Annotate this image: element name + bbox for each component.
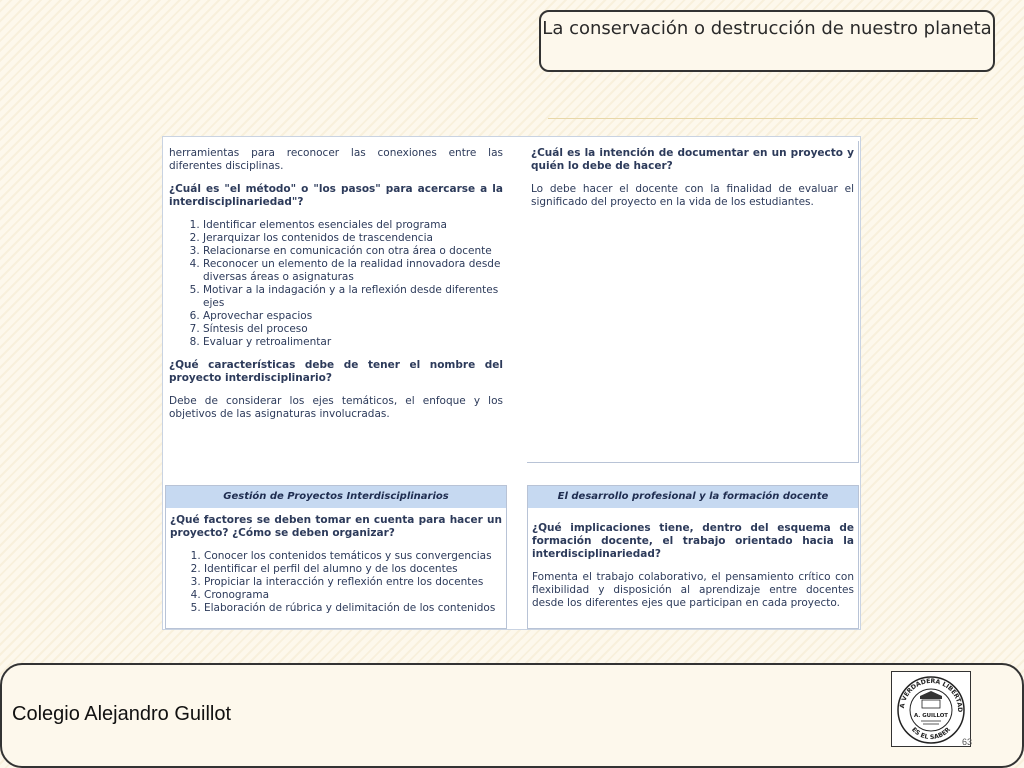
list-item: 2. Identificar el perfil del alumno y de los docentes: [204, 563, 502, 576]
question-factors: ¿Qué factores se deben tomar en cuenta para hacer un proyecto? ¿Cómo se deben organizar?: [170, 514, 502, 539]
list-item: 6. Aprovechar espacios: [203, 310, 503, 323]
section-header: El desarrollo profesional y la formación docente: [528, 486, 858, 508]
list-item: 4. Cronograma: [204, 589, 502, 602]
list-item: 2. Jerarquizar los contenidos de trascendencia: [203, 232, 503, 245]
school-name: Colegio Alejandro Guillot: [12, 703, 232, 725]
question-documentation: ¿Cuál es la intención de documentar en un proyecto y quién lo debe de hacer?: [531, 147, 854, 172]
seal-top-text: A VERDADERA LIBERTAD: [898, 677, 964, 713]
panel-professional-development: [527, 485, 859, 629]
question-implications: ¿Qué implicaciones tiene, dentro del esquema de formación docente, el trabajo orientado hacia la interdisciplinariedad?: [532, 522, 854, 560]
list-item: 3. Propiciar la interacción y reflexión entre los docentes: [204, 576, 502, 589]
answer-implications: Fomenta el trabajo colaborativo, el pensamiento crítico con flexibilidad y disposición al aprendizaje entre docentes desde los diferentes ejes que participan en cada proyecto.: [532, 571, 854, 609]
panel-documentation: [527, 141, 859, 463]
seal-bottom-text: ES EL SABER: [910, 726, 952, 742]
question-project-name: ¿Qué características debe de tener el nombre del proyecto interdisciplinario?: [169, 359, 503, 384]
document-image: [162, 136, 861, 630]
intro-text: herramientas para reconocer las conexiones entre las diferentes disciplinas.: [169, 147, 503, 172]
list-item: 8. Evaluar y retroalimentar: [203, 336, 503, 349]
panel-project-management: [165, 485, 507, 629]
answer-project-name: Debe de considerar los ejes temáticos, el enfoque y los objetivos de las asignaturas involucradas.: [169, 395, 503, 420]
list-item: 1. Conocer los contenidos temáticos y sus convergencias: [204, 550, 502, 563]
seal-center-text: A. GUILLOT: [914, 713, 948, 719]
page-number: 63: [962, 737, 973, 747]
panel-method: [165, 141, 507, 463]
factors-list: [170, 550, 502, 615]
list-item: 5. Elaboración de rúbrica y delimitación de los contenidos: [204, 602, 502, 615]
school-seal-logo: [891, 671, 971, 747]
list-item: 4. Reconocer un elemento de la realidad innovadora desde diversas áreas o asignaturas: [203, 258, 503, 284]
seal-icon: [892, 672, 973, 747]
title-divider: [548, 118, 978, 119]
list-item: 3. Relacionarse en comunicación con otra área o docente: [203, 245, 503, 258]
slide-title: La conservación o destrucción de nuestro planeta: [539, 10, 995, 72]
list-item: 1. Identificar elementos esenciales del programa: [203, 219, 503, 232]
answer-documentation: Lo debe hacer el docente con la finalidad de evaluar el significado del proyecto en la vida de los estudiantes.: [531, 183, 854, 208]
question-method: ¿Cuál es "el método" o "los pasos" para acercarse a la interdisciplinariedad"?: [169, 183, 503, 208]
section-header: Gestión de Proyectos Interdisciplinarios: [166, 486, 506, 508]
list-item: 5. Motivar a la indagación y a la reflexión desde diferentes ejes: [203, 284, 503, 310]
list-item: 7. Síntesis del proceso: [203, 323, 503, 336]
method-steps-list: [169, 219, 503, 349]
